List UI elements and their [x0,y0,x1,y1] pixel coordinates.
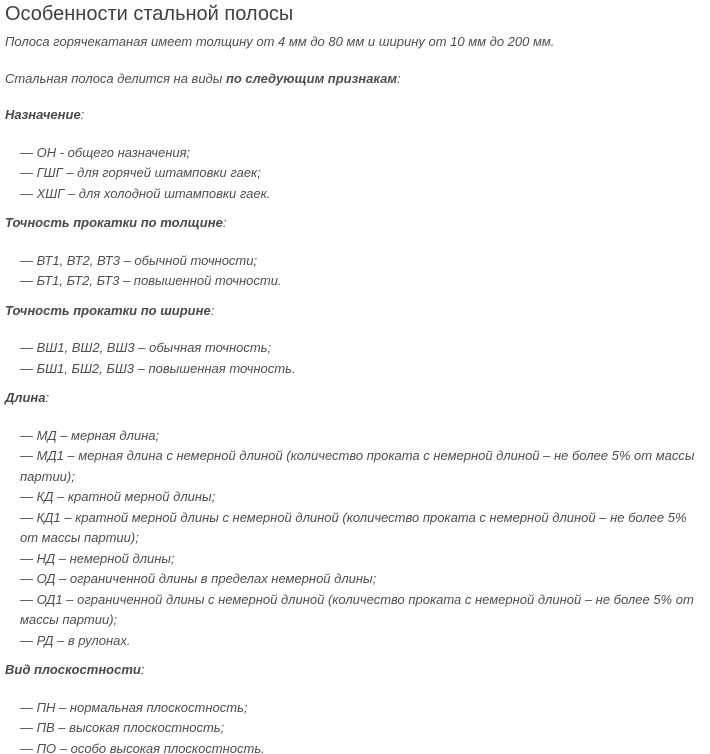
list-item: — БШ1, БШ2, БШ3 – повышенная точность. [20,360,296,376]
list-item: — ОД1 – ограниченной длины с немерной длиной (количество проката с немерной длиной – не более 5% от массы партии); [20,591,694,627]
section-title: Назначение [5,107,81,122]
section-colon: : [80,107,85,122]
list-item: — РД – в рулонах. [20,632,131,648]
items-list-ploskostnost [5,698,703,754]
list-item: — ПН – нормальная плоскостность; [20,699,248,715]
section-title: Длина [5,390,46,405]
classification-prefix: Стальная полоса делится на виды [5,70,226,86]
section-title: Точность прокатки по ширине [5,302,211,318]
items-list-naznachenie [5,143,703,205]
list-item: — КД – кратной мерной длины; [20,489,216,504]
classification-bold: по следующим признакам [225,70,397,86]
page-title: Особенности стальной полосы [5,3,294,25]
list-item: — МД – мерная длина; [20,427,160,443]
list-item: — ВТ1, ВТ2, ВТ3 – обычной точности; [20,252,258,268]
section-header-naznachenie [5,105,703,126]
section-header-shirina [5,301,703,322]
list-item: — ПВ – высокая плоскостность; [20,720,225,735]
section-colon: : [210,302,215,318]
section-header-tolshina [5,213,703,234]
list-item: — БТ1, БТ2, БТ3 – повышенной точности. [20,273,282,288]
section-colon: : [140,662,145,677]
items-list-shirina [5,338,703,379]
list-item: — ПО – особо высокая плоскостность. [20,740,265,754]
list-item: — КД1 – кратной мерной длины с немерной длиной (количество проката с немерной длиной – не более 5% от массы партии); [20,509,687,545]
classification-paragraph [5,69,703,90]
list-item: — ГШГ – для горячей штамповки гаек; [20,165,261,180]
list-item: — НД – немерной длины; [20,550,175,566]
list-item: — ХШГ – для холодной штамповки гаек. [20,185,271,201]
section-header-ploskostnost [5,660,703,681]
section-title: Вид плоскостности [5,662,141,677]
items-list-tolshina [5,251,703,292]
list-item: — ОН - общего назначения; [20,144,191,160]
classification-suffix: : [396,70,401,86]
list-item: — ОД – ограниченной длины в пределах немерной длины; [20,571,377,586]
section-header-dlina [5,388,703,409]
section-colon: : [222,215,227,230]
section-colon: : [45,390,50,405]
items-list-dlina [5,426,703,652]
intro-paragraph: Полоса горячекатаная имеет толщину от 4 мм до 80 мм и ширину от 10 мм до 200 мм. [5,34,555,49]
section-title: Точность прокатки по толщине [5,215,223,230]
list-item: — ВШ1, ВШ2, ВШ3 – обычная точность; [20,340,272,355]
list-item: — МД1 – мерная длина с немерной длиной (количество проката с немерной длиной – не более 5% от массы партии); [20,448,695,484]
